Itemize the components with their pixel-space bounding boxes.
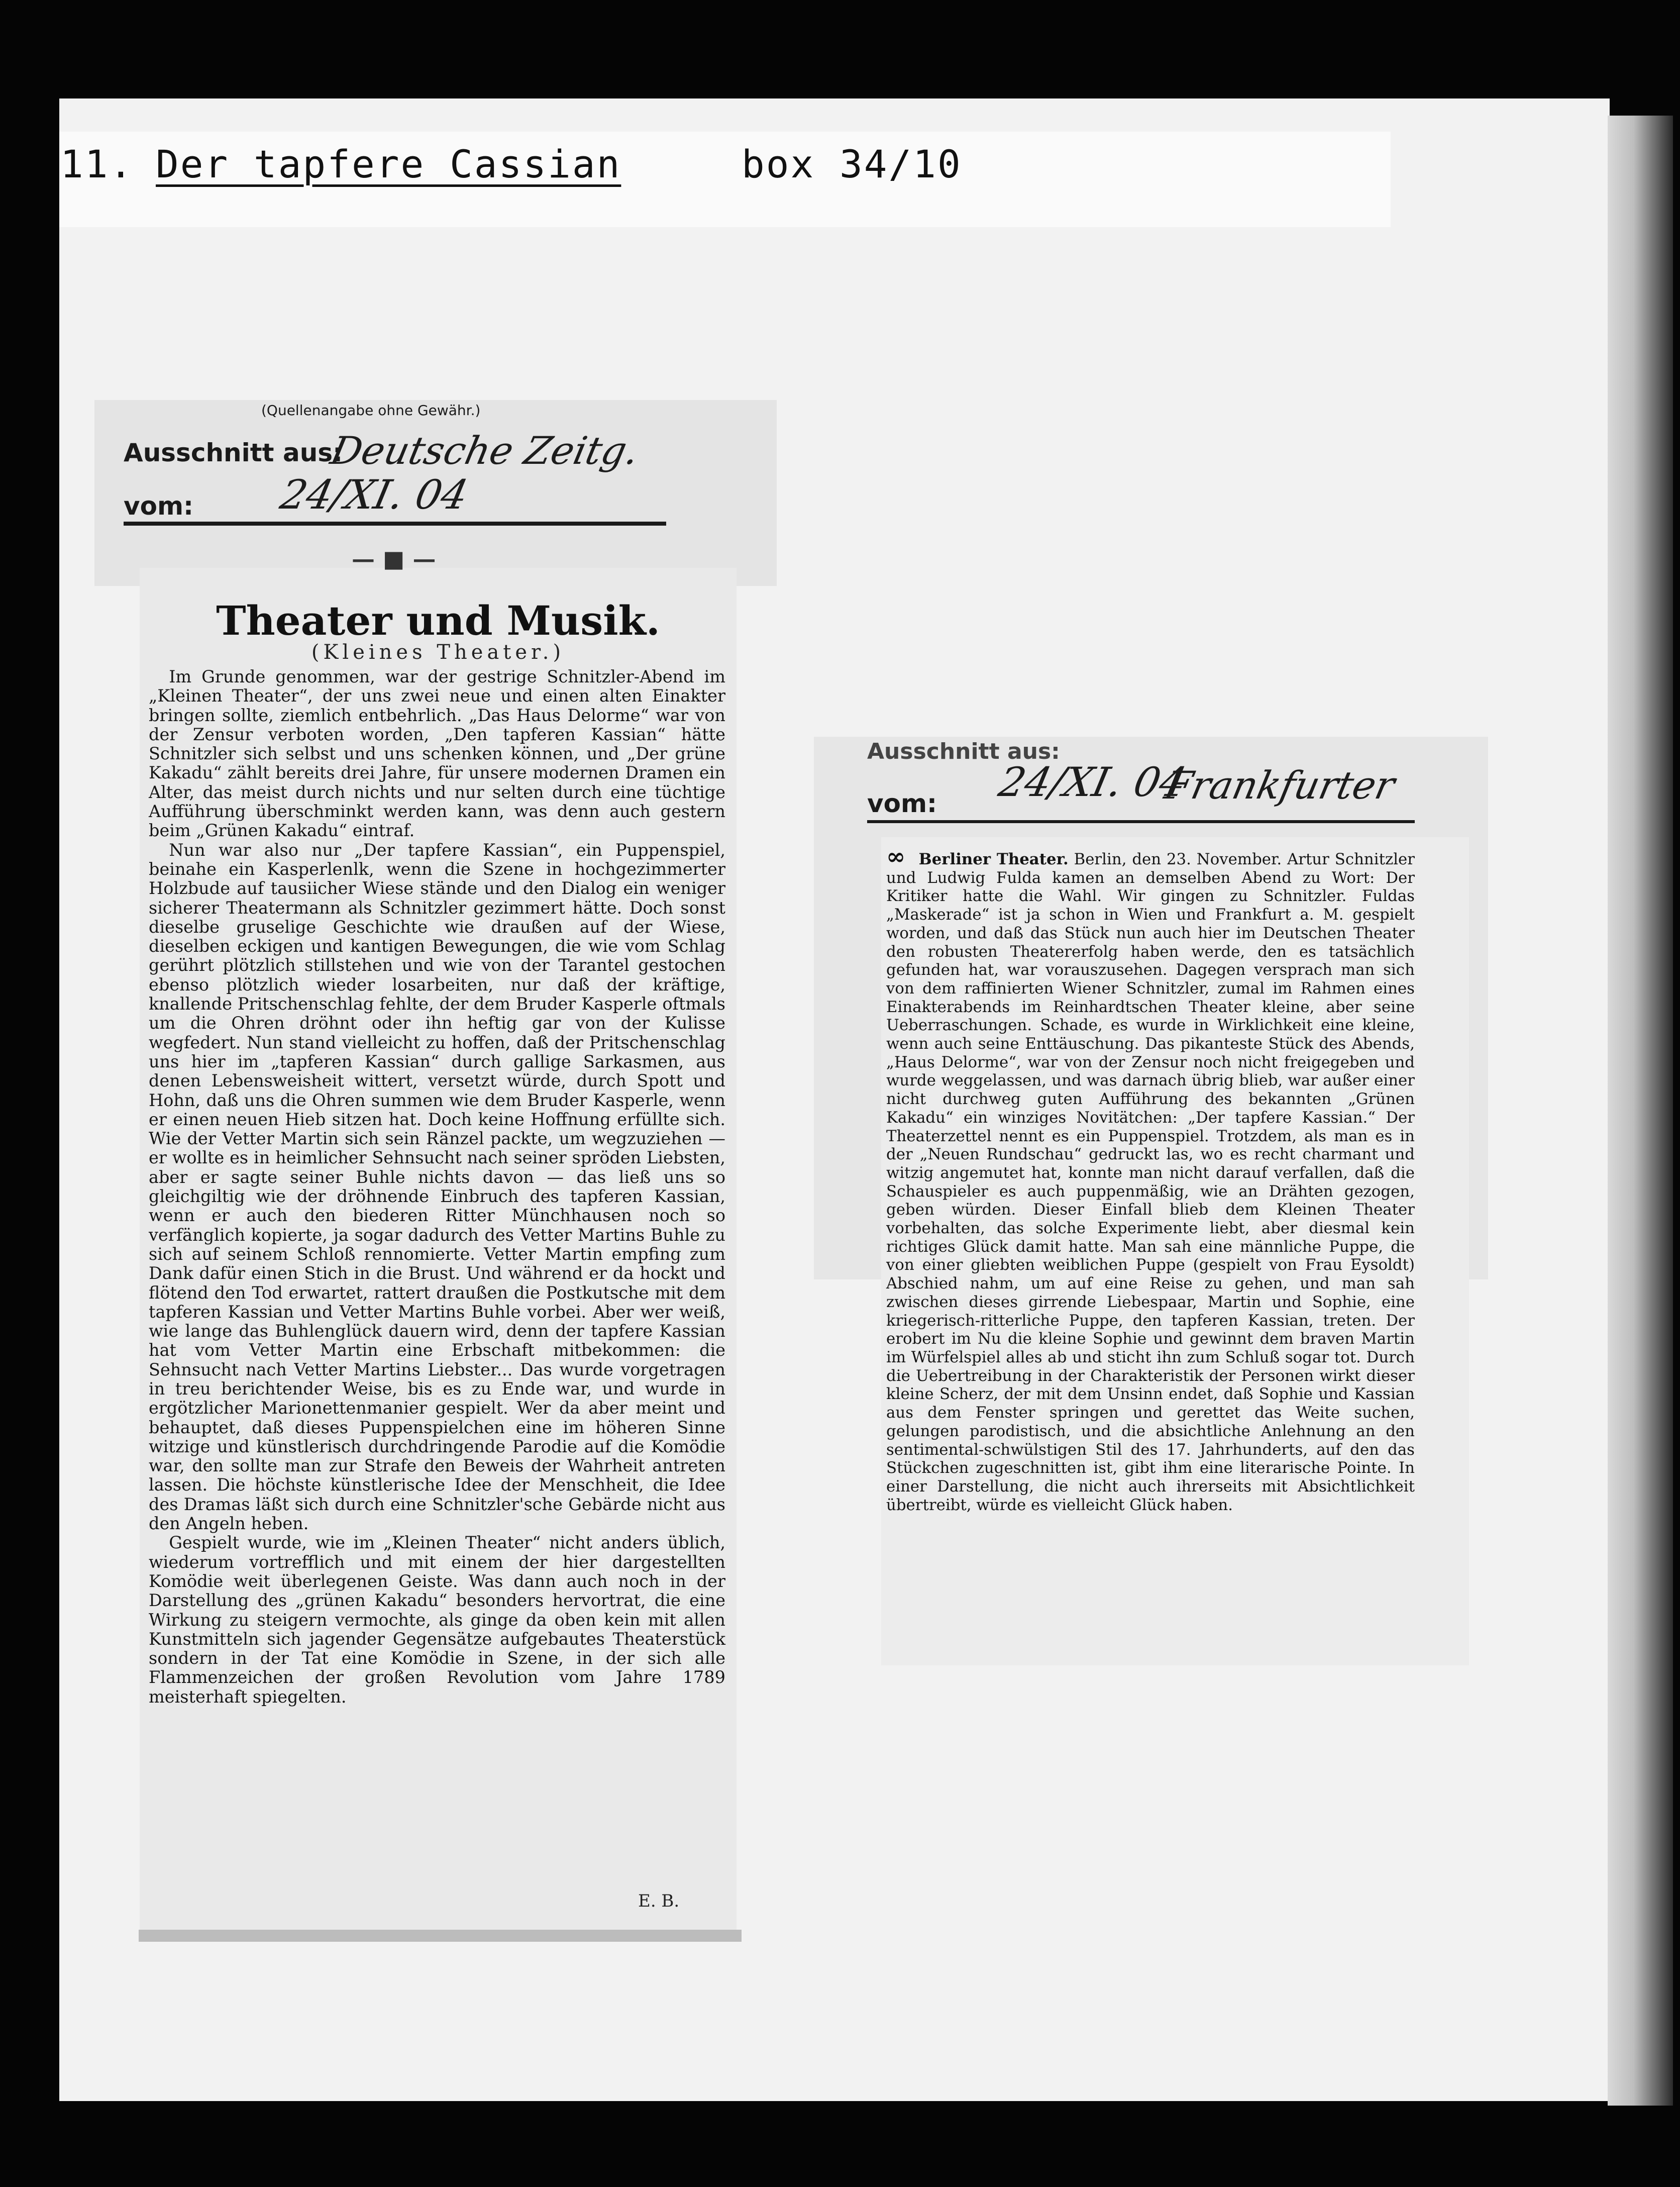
clipping1-signature: E. B. bbox=[638, 1891, 680, 1911]
folder-title: Der tapfere Cassian bbox=[156, 142, 621, 186]
clipping2-handwritten-date: 24/XI. 04 bbox=[995, 759, 1191, 806]
clipping2-vom-label: vom: bbox=[867, 789, 937, 818]
clipping1-date-rule bbox=[124, 522, 666, 526]
clipping1-title: Theater und Musik. bbox=[216, 597, 660, 644]
clipping1-article-body bbox=[149, 667, 725, 1707]
sheet-edge-shadow bbox=[1608, 116, 1673, 2106]
clipping1-vom-label: vom: bbox=[124, 491, 194, 521]
clipping2-article-body bbox=[886, 850, 1415, 1514]
folder-number: 11. bbox=[60, 142, 134, 186]
clipping1-ausschnitt-label: Ausschnitt aus: bbox=[124, 438, 343, 467]
clipping2-handwritten-source: Frankfurter bbox=[1161, 763, 1399, 808]
clipping2-heading: Berliner Theater. bbox=[918, 850, 1069, 868]
clipping1-paragraph: Nun war also nur „Der tapfere Kassian“, ein Puppenspiel, beinahe ein Kasperlenlk, wenn die Szene in hochgezimmerter Holzbude auf tausiicher Wiese stände und den Dialog ein weniger sicherer Theatermann als Schnitzler gezimmert hätte. Doch sonst dieselbe gruselige Geschichte wie draußen auf der Wiese, dieselben eckigen und kantigen Bewegungen, die wie vom Schlag gerührt plötzlich stillstehen und wie von der Tarantel gestochen ebenso plötzlich wieder losarbeiten, nur daß der kräftige, knallende Pritschenschlag fehlte, der dem Bruder Kasperle oftmals um die Ohren dröhnt oder ihn heftig gar von der Kulisse wegfedert. Nun stand vielleicht zu hoffen, daß der Pritschenschlag uns hier im „tapferen Kassian“ durch gallige Sarkasmen, aus denen Lebensweisheit wittert, versetzt würde, durch Spott und Hohn, daß uns die Ohren summen wie dem Bruder Kasperle, wenn er einen neuen Hieb sitzen hat. Doch keine Hoffnung erfüllte sich. Wie der Vetter Martin sich sein Ränzel packte, um wegzuziehen — er wollte es in heimlicher Sehnsucht nach seiner spröden Liebsten, aber er sagte seiner Buhle nichts davon — das ließ uns so gleichgiltig wie der dröhnende Einbruch des tapferen Kassian, wenn er auch den biederen Ritter Münchhausen noch so verfänglich kopierte, ja sogar dadurch des Vetter Martins Buhle zu sich auf seinem Schloß rennomierte. Vetter Martin empfing zum Dank dafür einen Stich in die Brust. Und während er da hockt und flötend den Tod erwartet, rattert draußen die Postkutsche mit dem tapferen Kassian und Vetter Martins Buhle vorbei. Aber wer weiß, wie lange das Buhlenglück dauern wird, denn der tapfere Kassian hat vom Vetter Martin eine Erbschaft mitbekommen: die Sehnsucht nach Vetter Martins Liebster... Das wurde vorgetragen in treu berichtender Weise, bis es zu Ende war, und wurde in ergötzlicher Marionettenmanier gespielt. Wer da aber meint und behauptet, daß dieses Puppenspielchen eine im höheren Sinne witzige und künstlerisch durchdringende Parodie auf die Komödie war, den sollte man zur Strafe den Beweis der Wahrheit antreten lassen. Die höchste künstlerische Idee der Menschheit, die Idee des Dramas läßt sich durch eine Schnitzler'sche Gebärde nicht aus den Angeln heben. bbox=[149, 840, 725, 1534]
box-label: box 34/10 bbox=[742, 142, 962, 186]
clipping1-handwritten-source: Deutsche Zeitg. bbox=[327, 428, 643, 473]
clipping2-ausschnitt-label: Ausschnitt aus: bbox=[867, 739, 1060, 764]
clipping1-paragraph: Gespielt wurde, wie im „Kleinen Theater“ nicht anders üblich, wiederum vortrefflich und mit einem der hier dargestellten Komödie weit überlegenen Geiste. Was dann auch noch in der Darstellung des „grünen Kakadu“ besonders hervortrat, die eine Wirkung zu steigern vermochte, als ginge da oben kein mit allen Kunstmitteln sich jagender Gegensätze aufgebautes Theaterstück sondern in der Tat eine Komödie in Szene, in der sich alle Flammenzeichen der großen Revolution vom Jahre 1789 meisterhaft spiegelten. bbox=[149, 1533, 725, 1707]
clipping1-subtitle: (Kleines Theater.) bbox=[311, 641, 565, 664]
clipping1-ornament: — ■ — bbox=[352, 545, 436, 572]
clipping1-handwritten-date: 24/XI. 04 bbox=[276, 471, 472, 518]
clipping1-bottom-edge bbox=[139, 1930, 742, 1942]
clipping2-date-rule bbox=[867, 820, 1415, 823]
clipping1-source-note: (Quellenangabe ohne Gewähr.) bbox=[261, 402, 481, 419]
clipping2-text: Berlin, den 23. November. Artur Schnitzler und Ludwig Fulda kamen an demselben Abend zu Wort: Der Kritiker hatte die Wahl. Wir gingen zu Schnitzler. Fuldas „Maskerade“ ist ja schon in Wien und Frankfurt a. M. gespielt worden, und daß das Stück nun auch hier im Deutschen Theater den robusten Theatererfolg haben werde, den es tatsächlich gefunden hat, war vorauszusehen. Dagegen versprach man sich von dem raffinierten Wiener Schnitzler, zumal im Rahmen eines Einakterabends im Reinhardtschen Theater kleine, aber seine Ueberraschungen. Schade, es wurde in Wirklichkeit eine kleine, wenn auch seine Enttäuschung. Das pikanteste Stück des Abends, „Haus Delorme“, war von der Zensur noch nicht freigegeben und wurde weggelassen, und was darnach übrig blieb, war außer einer nicht durchweg guten Aufführung des bekannten „Grünen Kakadu“ ein winziges Novitätchen: „Der tapfere Kassian.“ Der Theaterzettel nennt es ein Puppenspiel. Trotzdem, als man es in der „Neuen Rundschau“ gedruckt las, wo es recht charmant und witzig angemutet hat, konnte man nicht darauf verfallen, daß die Schauspieler es auch puppenmäßig, wie an Drähten gezogen, geben würden. Dieser Einfall blieb dem Kleinen Theater vorbehalten, das solche Experimente liebt, aber diesmal kein richtiges Glück damit hatte. Man sah eine männliche Puppe, die von einer gliebten weiblichen Puppe (gespielt von Frau Eysoldt) Abschied nahm, um auf eine Reise zu gehen, und man sah zwischen dieses girrende Liebespaar, Martin und Sophie, eine kriegerisch-ritterliche Puppe, den tapferen Kassian, treten. Der erobert im Nu die kleine Sophie und gewinnt dem braven Martin im Würfelspiel alles ab und sticht ihn zum Schluß sogar tot. Durch die Uebertreibung in der Charakteristik der Personen wirkt dieser kleine Scherz, der mit dem Unsinn endet, daß Sophie und Kassian aus dem Fenster springen und gerettet das Weite suchen, gelungen parodistisch, und die absichtliche Anlehnung an den sentimental-schwülstigen Stil des 17. Jahrhunderts, auf den das Stückchen zugeschnitten ist, gibt ihm eine literarische Pointe. In einer Darstellung, die nicht auch ihrerseits mit Absichtlichkeit übertreibt, würde es vielleicht Glück haben. bbox=[886, 850, 1415, 1514]
infinity-icon: ∞ bbox=[886, 843, 906, 870]
clipping1-paragraph: Im Grunde genommen, war der gestrige Schnitzler-Abend im „Kleinen Theater“, der uns zwei neue und einen alten Einakter bringen sollte, ziemlich entbehrlich. „Das Haus Delorme“ war von der Zensur verboten worden, „Den tapferen Kassian“ hätte Schnitzler sich selbst und uns schenken können, und „Der grüne Kakadu“ zählt bereits drei Jahre, für unsere modernen Dramen ein Alter, das meist durch nichts und nur selten durch eine tüchtige Aufführung überschminkt werden kann, was denn auch gestern beim „Grünen Kakadu“ eintraf. bbox=[149, 667, 725, 841]
